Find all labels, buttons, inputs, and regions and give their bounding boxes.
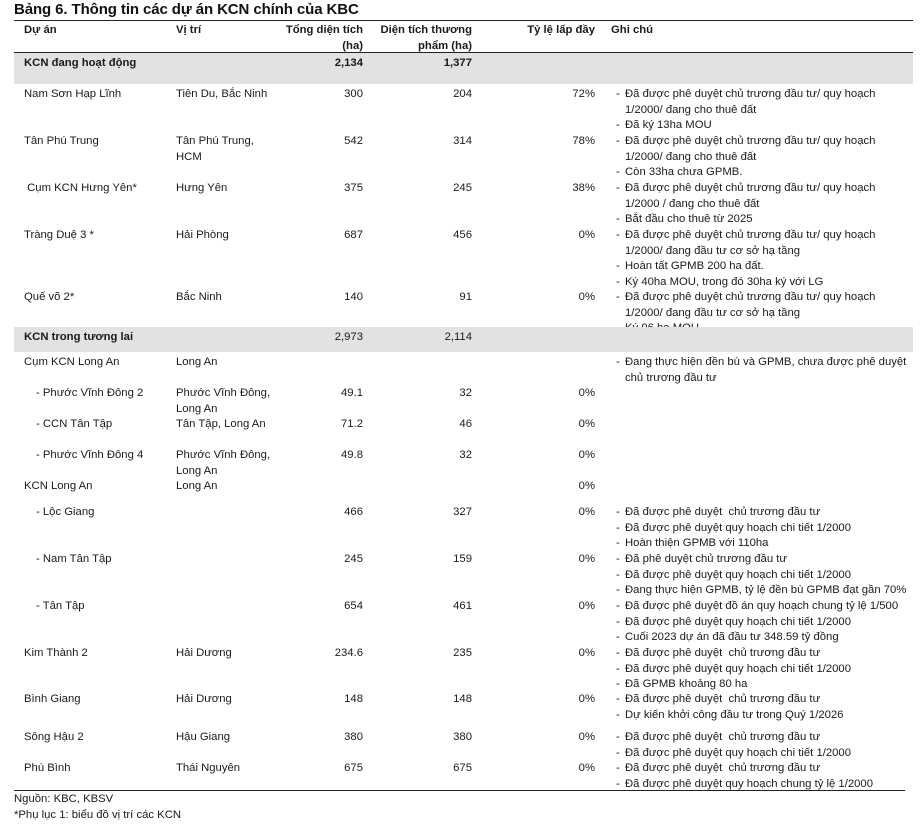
section-commercial-area: 1,377: [443, 57, 472, 69]
project-notes: [595, 692, 913, 727]
project-total-area: 148: [344, 693, 363, 705]
section-commercial-area: 2,114: [444, 331, 472, 343]
project-notes: [595, 448, 913, 476]
project-location: Bắc Ninh: [176, 291, 222, 303]
project-location: Tân Tập, Long An: [176, 418, 266, 430]
source-note: Nguồn: KBC, KBSV: [14, 793, 114, 805]
section-notes: [595, 330, 913, 352]
table-row: [14, 758, 913, 788]
project-notes: [595, 228, 913, 287]
note-item: - Ký 40ha MOU, trong đó 30ha ký với LG: [617, 275, 913, 291]
project-notes: [595, 761, 913, 788]
project-occupancy: 0%: [578, 418, 595, 430]
notes-list: [617, 692, 913, 723]
project-occupancy: 0%: [578, 762, 595, 774]
project-notes: [595, 730, 913, 758]
project-total-area: [271, 355, 363, 383]
table-row: [14, 476, 913, 502]
note-item: - Bắt đầu cho thuê từ 2025: [617, 212, 913, 228]
section-total-area: 2,973: [334, 331, 363, 343]
project-name: - CCN Tân Tập: [36, 418, 113, 430]
header-notes: Ghi chú: [611, 24, 654, 36]
table-row: [14, 643, 913, 689]
note-item: - Đã được phê duyệt chủ trương đầu tư: [617, 646, 913, 662]
project-notes: [595, 505, 913, 549]
project-occupancy: 0%: [578, 291, 595, 303]
table-row: [14, 445, 913, 476]
project-total-area: 49.8: [341, 449, 363, 461]
project-location: Phước Vĩnh Đông, Long An: [176, 387, 271, 415]
table-row: [14, 84, 913, 131]
project-commercial-area: 32: [459, 387, 472, 399]
project-name: - Tân Tập: [36, 600, 85, 612]
project-name: Tràng Duệ 3 *: [24, 229, 94, 241]
project-notes: [595, 355, 913, 383]
note-item: - Đã được phê duyệt chủ trương đầu tư/ quy hoạch 1/2000/ đang đầu tư cơ sở hạ tầng: [617, 290, 913, 321]
note-item: - Đã được phê duyệt quy hoạch chi tiết 1/2000: [617, 568, 913, 584]
note-item: - Đã được phê duyệt chủ trương đầu tư: [617, 692, 913, 708]
project-occupancy: 0%: [578, 229, 595, 241]
project-occupancy: 78%: [572, 135, 595, 147]
project-name: Tân Phú Trung: [24, 135, 99, 147]
note-item: - Đã được phê duyệt chủ trương đầu tư: [617, 505, 913, 521]
header-commercial-area: Diện tích thương phẩm (ha): [380, 24, 472, 52]
project-name: - Lộc Giang: [36, 506, 95, 518]
header-project: Dự án: [24, 24, 57, 36]
project-name: - Phước Vĩnh Đông 2: [36, 387, 144, 399]
section-occupancy: [472, 330, 595, 352]
project-commercial-area: 456: [453, 229, 472, 241]
project-notes: [595, 417, 913, 445]
project-location: Tân Phú Trung, HCM: [176, 135, 254, 163]
section-notes: [595, 56, 913, 84]
project-commercial-area: 235: [453, 647, 472, 659]
note-item: - Đã được phê duyệt chủ trương đầu tư: [617, 730, 913, 746]
kcn-projects-table: [14, 20, 913, 788]
project-name: Quế võ 2*: [24, 291, 75, 303]
section-location: [176, 56, 271, 84]
note-item: - Cuối 2023 dự án đã đầu tư 348.59 tỷ đồng: [617, 630, 913, 646]
project-total-area: 234.6: [334, 647, 363, 659]
header-total-area: Tổng diện tích (ha): [285, 24, 363, 52]
note-item: - Đã GPMB khoảng 80 ha: [617, 677, 913, 693]
note-item: - Đang thực hiện đền bù và GPMB, chưa được phê duyệt chủ trương đầu tư: [617, 355, 913, 386]
note-item: - Đã được phê duyệt chủ trương đầu tư/ quy hoạch 1/2000 / đang cho thuê đất: [617, 181, 913, 212]
project-commercial-area: 314: [453, 135, 472, 147]
project-name: Nam Sơn Hạp Lĩnh: [24, 88, 122, 100]
project-occupancy: [472, 355, 595, 383]
project-notes: [595, 134, 913, 178]
project-occupancy: 0%: [578, 693, 595, 705]
project-occupancy: 0%: [578, 506, 595, 518]
project-location: [176, 599, 271, 643]
section-label: KCN đang hoạt động: [24, 57, 137, 69]
project-total-area: 300: [344, 88, 363, 100]
table-body: [14, 53, 913, 788]
note-item: - Đã được phê duyệt quy hoạch chi tiết 1/2000: [617, 746, 913, 762]
note-item: - Đã được phê duyệt quy hoạch chung tỷ lệ 1/2000: [617, 777, 913, 793]
project-name: - Phước Vĩnh Đông 4: [36, 449, 144, 461]
table-row: [14, 178, 913, 225]
project-total-area: 49.1: [341, 387, 363, 399]
table-row: [14, 131, 913, 178]
project-notes: [595, 552, 913, 596]
project-occupancy: 0%: [578, 449, 595, 461]
project-notes: [595, 386, 913, 414]
project-total-area: 466: [344, 506, 363, 518]
project-location: Phước Vĩnh Đông, Long An: [176, 449, 271, 477]
project-notes: [595, 181, 913, 225]
table-row: [14, 689, 913, 727]
table-title: Bảng 6. Thông tin các dự án KCN chính của KBC: [14, 1, 359, 18]
notes-list: [617, 761, 913, 792]
project-commercial-area: 159: [453, 553, 472, 565]
project-occupancy: 0%: [578, 600, 595, 612]
project-commercial-area: [363, 479, 472, 502]
project-total-area: 375: [344, 182, 363, 194]
project-commercial-area: 204: [453, 88, 472, 100]
project-location: Long An: [176, 480, 218, 492]
table-footer: [14, 792, 913, 823]
project-notes: [595, 479, 913, 502]
table-row: [14, 287, 913, 327]
notes-list: [617, 505, 913, 552]
table-row: [14, 549, 913, 596]
notes-list: [617, 228, 913, 290]
table-row: [14, 352, 913, 383]
notes-list: [617, 646, 913, 693]
table-row: [14, 225, 913, 287]
note-item: - Đã được phê duyệt chủ trương đầu tư/ quy hoạch 1/2000/ đang cho thuê đất: [617, 134, 913, 165]
table-bottom-rule: [14, 790, 905, 791]
table-row: [14, 502, 913, 549]
note-item: - Đã ký 13ha MOU: [617, 118, 913, 134]
table-row: [14, 383, 913, 414]
project-commercial-area: 32: [459, 449, 472, 461]
project-total-area: 140: [344, 291, 363, 303]
project-total-area: 675: [344, 762, 363, 774]
note-item: - Hoàn thiện GPMB với 110ha: [617, 536, 913, 552]
project-total-area: [271, 479, 363, 502]
project-notes: [595, 87, 913, 131]
notes-list: [617, 355, 913, 386]
project-total-area: 687: [344, 229, 363, 241]
project-location: Hưng Yên: [176, 182, 228, 194]
project-name: Bình Giang: [24, 693, 81, 705]
project-location: Hải Dương: [176, 693, 232, 705]
table-row: [14, 414, 913, 445]
project-name: Kim Thành 2: [24, 647, 88, 659]
project-location: Thái Nguyên: [176, 762, 241, 774]
note-item: - Đang thực hiện GPMB, tỷ lệ đền bù GPMB đạt gần 70%: [617, 583, 913, 599]
note-item: - Đã được phê duyệt chủ trương đầu tư: [617, 761, 913, 777]
note-item: - Đã được phê duyệt chủ trương đầu tư/ quy hoạch 1/2000/ đang cho thuê đất: [617, 87, 913, 118]
note-item: - Đã phê duyệt chủ trương đầu tư: [617, 552, 913, 568]
table-header-row: [14, 21, 913, 53]
project-notes: [595, 599, 913, 643]
project-notes: [595, 290, 913, 327]
project-occupancy: 38%: [572, 182, 595, 194]
project-commercial-area: 461: [453, 600, 472, 612]
project-name: Cụm KCN Hưng Yên*: [24, 182, 137, 194]
project-total-area: 71.2: [341, 418, 363, 430]
note-item: - Dự kiến khởi công đầu tư trong Quý 1/2026: [617, 708, 913, 724]
notes-list: [617, 181, 913, 228]
table-row: [14, 596, 913, 643]
notes-list: [617, 87, 913, 134]
project-notes: [595, 646, 913, 689]
section-label: KCN trong tương lai: [24, 331, 134, 343]
notes-list: [617, 552, 913, 599]
project-total-area: 542: [344, 135, 363, 147]
project-commercial-area: [363, 355, 472, 383]
table-row: [14, 727, 913, 758]
notes-list: [617, 134, 913, 181]
project-occupancy: 0%: [578, 480, 595, 492]
project-occupancy: 72%: [572, 88, 595, 100]
project-location: Hải Dương: [176, 647, 232, 659]
note-item: - Đã được phê duyệt đồ án quy hoạch chung tỷ lệ 1/500: [617, 599, 913, 615]
header-occupancy: Tỷ lệ lấp đầy: [527, 24, 595, 36]
project-location: Long An: [176, 356, 218, 368]
header-location: Vị trí: [176, 24, 202, 36]
project-commercial-area: 46: [459, 418, 472, 430]
project-occupancy: 0%: [578, 553, 595, 565]
project-commercial-area: 245: [453, 182, 472, 194]
note-item: - Còn 33ha chưa GPMB.: [617, 165, 913, 181]
project-commercial-area: 91: [459, 291, 472, 303]
project-commercial-area: 327: [453, 506, 472, 518]
project-location: Tiên Du, Bắc Ninh: [176, 88, 268, 100]
section-total-area: 2,134: [334, 57, 363, 69]
section-occupancy: [472, 56, 595, 84]
section-row: [14, 327, 913, 352]
project-occupancy: 0%: [578, 387, 595, 399]
note-item: - Hoàn tất GPMB 200 ha đất.: [617, 259, 913, 275]
project-location: Hải Phòng: [176, 229, 229, 241]
project-commercial-area: 148: [453, 693, 472, 705]
project-name: Cụm KCN Long An: [24, 356, 120, 368]
section-location: [176, 330, 271, 352]
project-name: - Nam Tân Tập: [36, 553, 112, 565]
project-commercial-area: 380: [453, 731, 472, 743]
project-total-area: 654: [344, 600, 363, 612]
notes-list: [617, 730, 913, 761]
project-commercial-area: 675: [453, 762, 472, 774]
project-total-area: 380: [344, 731, 363, 743]
project-location: Hậu Giang: [176, 731, 231, 743]
notes-list: [617, 599, 913, 646]
note-item: - Đã được phê duyệt quy hoạch chi tiết 1/2000: [617, 662, 913, 678]
project-occupancy: 0%: [578, 731, 595, 743]
section-row: [14, 53, 913, 84]
project-location: [176, 505, 271, 549]
project-location: [176, 552, 271, 596]
project-name: Phú Bình: [24, 762, 71, 774]
project-name: Sông Hậu 2: [24, 731, 84, 743]
project-occupancy: 0%: [578, 647, 595, 659]
note-item: - Đã được phê duyệt chủ trương đầu tư/ quy hoạch 1/2000/ đang đầu tư cơ sở hạ tầng: [617, 228, 913, 259]
appendix-note: *Phụ lục 1: biểu đồ vị trí các KCN: [14, 808, 182, 821]
project-total-area: 245: [344, 553, 363, 565]
note-item: - Đã được phê duyệt quy hoạch chi tiết 1/2000: [617, 521, 913, 537]
project-name: KCN Long An: [24, 480, 93, 492]
note-item: - Đã được phê duyệt quy hoạch chi tiết 1/2000: [617, 615, 913, 631]
